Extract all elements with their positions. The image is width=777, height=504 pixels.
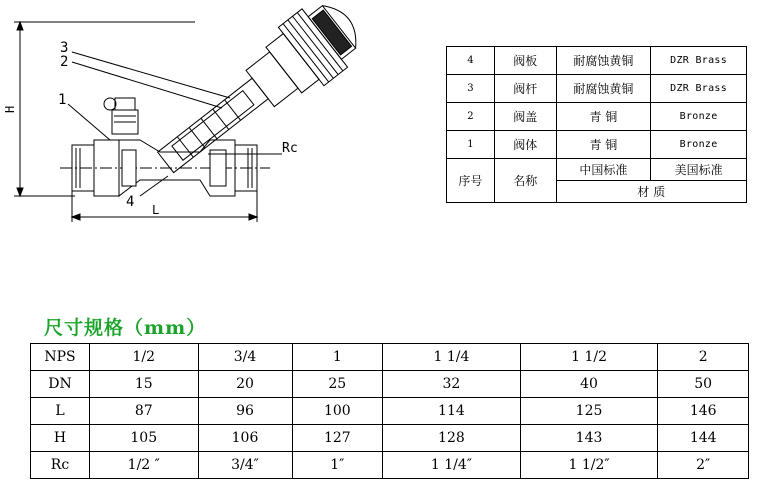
table-cell: 2″ [658,452,749,479]
part-no: 3 [447,75,495,103]
table-cell: 105 [90,425,199,452]
table-cell: 125 [520,398,658,425]
table-cell: 2 [658,344,749,371]
cn-material: 耐腐蚀黄铜 [556,75,651,103]
part-no: 1 [447,131,495,159]
part-name: 阀杆 [494,75,556,103]
header-cn-standard: 中国标准 [556,159,651,181]
table-cell: 3/4″ [198,452,292,479]
part-name: 阀盖 [494,103,556,131]
table-row [31,452,749,479]
table-cell: 114 [383,398,521,425]
table-cell: 144 [658,425,749,452]
callout-1: 1 [58,92,67,108]
table-cell: 1/2 ″ [90,452,199,479]
table-row [447,131,747,159]
callout-2: 2 [60,54,69,70]
material-table [446,46,747,203]
table-cell: 3/4 [198,344,292,371]
table-cell: 1 1/2 [520,344,658,371]
table-row [447,47,747,75]
cn-material: 青 铜 [556,103,651,131]
part-no: 4 [447,47,495,75]
row-label: DN [31,371,90,398]
row-label: Rc [31,452,90,479]
table-cell: 1 [292,344,383,371]
table-row [447,75,747,103]
dimension-section-title: 尺寸规格（mm） [44,317,207,339]
table-header-row [447,159,747,181]
us-material: Bronze [651,131,747,159]
table-cell: 106 [198,425,292,452]
row-label: L [31,398,90,425]
valve-drawing [0,0,440,230]
thread-callout: Rc [282,141,298,156]
table-cell: 1 1/4 [383,344,521,371]
table-cell: 40 [520,371,658,398]
table-row [31,371,749,398]
part-name: 阀体 [494,131,556,159]
table-cell: 96 [198,398,292,425]
us-material: Bronze [651,103,747,131]
part-no: 2 [447,103,495,131]
table-cell: 25 [292,371,383,398]
dimension-l-label: L [152,203,160,217]
table-cell: 143 [520,425,658,452]
table-cell: 128 [383,425,521,452]
table-cell: 146 [658,398,749,425]
dimension-table [30,343,749,479]
header-no: 序号 [447,159,495,203]
table-cell: 1/2 [90,344,199,371]
cn-material: 耐腐蚀黄铜 [556,47,651,75]
table-cell: 1 1/4″ [383,452,521,479]
table-row [31,425,749,452]
table-cell: 127 [292,425,383,452]
row-label: H [31,425,90,452]
header-us-standard: 美国标准 [651,159,747,181]
table-cell: 87 [90,398,199,425]
us-material: DZR Brass [651,75,747,103]
header-material: 材 质 [556,181,746,203]
table-row [447,103,747,131]
table-cell: 50 [658,371,749,398]
table-cell: 1 1/2″ [520,452,658,479]
us-material: DZR Brass [651,47,747,75]
table-cell: 15 [90,371,199,398]
table-cell: 1″ [292,452,383,479]
table-cell: 100 [292,398,383,425]
table-cell: 32 [383,371,521,398]
cn-material: 青 铜 [556,131,651,159]
table-row [31,344,749,371]
header-name: 名称 [494,159,556,203]
callout-4: 4 [126,194,135,210]
row-label: NPS [31,344,90,371]
table-cell: 20 [198,371,292,398]
part-name: 阀板 [494,47,556,75]
callout-3: 3 [60,40,69,56]
table-row [31,398,749,425]
dimension-h-label: H [3,105,17,113]
